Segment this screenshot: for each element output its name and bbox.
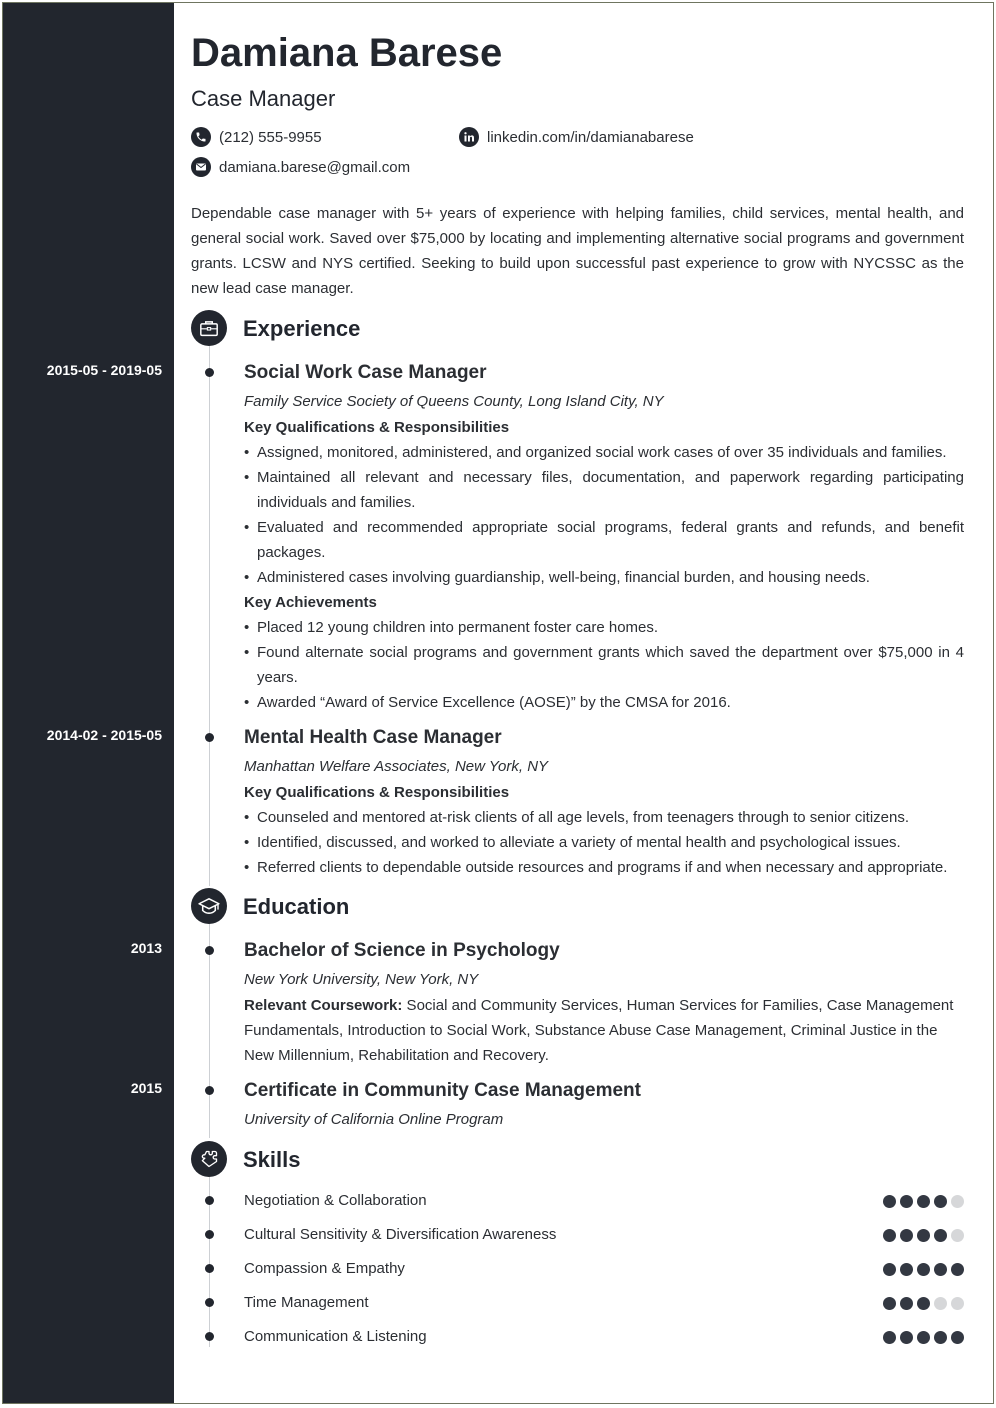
skill-1-name: Negotiation & Collaboration — [244, 1192, 427, 1209]
email-icon — [191, 157, 211, 177]
rating-dot-filled — [883, 1297, 896, 1310]
education-1-school: New York University, New York, NY — [244, 971, 479, 988]
list-item: • Found alternate social programs and government grants which saved the department over $75,000 in 4 years. — [244, 640, 964, 690]
rating-dot-filled — [917, 1195, 930, 1208]
job-1-dates: 2015-05 - 2019-05 — [46, 362, 162, 378]
rating-dot-filled — [951, 1263, 964, 1276]
skill-1-rating — [883, 1195, 964, 1208]
job-1-ach-label: Key Achievements — [244, 594, 377, 611]
resume-page — [2, 2, 994, 1404]
experience-heading: Experience — [243, 316, 361, 341]
rating-dot-empty — [934, 1297, 947, 1310]
list-item: • Maintained all relevant and necessary files, documentation, and paperwork regarding participating individuals and families. — [244, 465, 964, 515]
rating-dot-filled — [900, 1229, 913, 1242]
list-item: • Administered cases involving guardianship, well-being, financial burden, and housing needs. — [244, 565, 964, 590]
list-item: • Counseled and mentored at-risk clients of all age levels, from teenagers through to senior citizens. — [244, 805, 964, 830]
list-item: • Assigned, monitored, administered, and organized social work cases of over 35 individuals and families. — [244, 440, 964, 465]
list-item: • Referred clients to dependable outside resources and programs if and when necessary and appropriate. — [244, 855, 964, 880]
education-1-year: 2013 — [130, 940, 162, 956]
rating-dot-filled — [934, 1195, 947, 1208]
phone-text: (212) 555-9955 — [219, 128, 322, 146]
rating-dot-empty — [951, 1229, 964, 1242]
rating-dot-filled — [917, 1331, 930, 1344]
education-1-degree: Bachelor of Science in Psychology — [244, 940, 560, 961]
job-1-achievements — [244, 615, 964, 715]
job-2-qual-label: Key Qualifications & Responsibilities — [244, 784, 510, 801]
email-link[interactable]: damiana.barese@gmail.com — [219, 158, 411, 176]
linkedin-link[interactable]: linkedin.com/in/damianabarese — [487, 128, 694, 146]
rating-dot-filled — [883, 1331, 896, 1344]
experience-timeline — [209, 346, 210, 886]
rating-dot-filled — [917, 1297, 930, 1310]
job-2-qualifications — [244, 805, 964, 880]
job-2-details — [244, 780, 964, 880]
skill-2-dot — [205, 1230, 214, 1239]
skill-5-dot — [205, 1332, 214, 1341]
list-item: • Placed 12 young children into permanent foster care homes. — [244, 615, 964, 640]
skill-2-name: Cultural Sensitivity & Diversification Awareness — [244, 1226, 557, 1243]
skill-5-name: Communication & Listening — [244, 1328, 427, 1345]
skill-4-rating — [883, 1297, 964, 1310]
education-2-school: University of California Online Program — [244, 1111, 504, 1128]
list-item: • Awarded “Award of Service Excellence (AOSE)” by the CMSA for 2016. — [244, 690, 964, 715]
briefcase-icon — [191, 310, 227, 346]
candidate-name: Damiana Barese — [191, 31, 503, 75]
education-2-dot — [205, 1086, 214, 1095]
job-2-dates: 2014-02 - 2015-05 — [46, 727, 162, 743]
rating-dot-filled — [917, 1263, 930, 1276]
job-1-qual-label: Key Qualifications & Responsibilities — [244, 419, 510, 436]
rating-dot-filled — [900, 1195, 913, 1208]
rating-dot-filled — [934, 1229, 947, 1242]
graduation-cap-icon — [191, 888, 227, 924]
rating-dot-empty — [951, 1195, 964, 1208]
rating-dot-filled — [900, 1263, 913, 1276]
puzzle-icon — [191, 1141, 227, 1177]
skill-5-rating — [883, 1331, 964, 1344]
rating-dot-empty — [951, 1297, 964, 1310]
rating-dot-filled — [883, 1263, 896, 1276]
job-2-dot — [205, 733, 214, 742]
education-2-degree: Certificate in Community Case Management — [244, 1080, 641, 1101]
job-1-qualifications — [244, 440, 964, 590]
rating-dot-filled — [951, 1331, 964, 1344]
rating-dot-filled — [900, 1331, 913, 1344]
skills-heading: Skills — [243, 1147, 301, 1172]
rating-dot-filled — [883, 1195, 896, 1208]
coursework-text: Social and Community Services, Human Services for Families, Case Management Fundamentals, Introduction to Social Work, Substance Abuse Case Management, Criminal Justice in the New Millennium, Rehabilitation and Recovery. — [244, 997, 954, 1064]
job-1-dot — [205, 368, 214, 377]
job-1-company: Family Service Society of Queens County, Long Island City, NY — [244, 393, 664, 410]
linkedin-contact[interactable] — [459, 127, 694, 147]
education-1-coursework — [244, 993, 964, 1068]
list-item: • Evaluated and recommended appropriate social programs, federal grants and refunds, and benefit packages. — [244, 515, 964, 565]
skill-3-name: Compassion & Empathy — [244, 1260, 405, 1277]
skill-3-rating — [883, 1263, 964, 1276]
phone-icon — [191, 127, 211, 147]
job-1-details — [244, 415, 964, 715]
sidebar — [3, 3, 174, 1403]
skill-2-rating — [883, 1229, 964, 1242]
job-1-title: Social Work Case Manager — [244, 362, 487, 383]
education-heading: Education — [243, 894, 350, 919]
candidate-title: Case Manager — [191, 86, 336, 111]
skill-1-dot — [205, 1196, 214, 1205]
list-item: • Identified, discussed, and worked to alleviate a variety of mental health and psychological issues. — [244, 830, 964, 855]
job-2-company: Manhattan Welfare Associates, New York, NY — [244, 758, 549, 775]
education-timeline — [209, 924, 210, 1138]
email-contact[interactable] — [191, 157, 410, 177]
job-2-title: Mental Health Case Manager — [244, 727, 502, 748]
rating-dot-filled — [883, 1229, 896, 1242]
education-2-year: 2015 — [130, 1080, 162, 1096]
phone-contact — [191, 127, 322, 147]
skill-3-dot — [205, 1264, 214, 1273]
rating-dot-filled — [917, 1229, 930, 1242]
profile-summary: Dependable case manager with 5+ years of experience with helping families, child services, mental health, and general social work. Saved over $75,000 by locating and implementing alternative social programs and government grants. LCSW and NYS certified. Seeking to build upon successful past experience to grow with NYCSSC as the new lead case manager. — [191, 205, 964, 297]
education-1-dot — [205, 946, 214, 955]
coursework-label: Relevant Coursework: — [244, 997, 403, 1014]
rating-dot-filled — [900, 1297, 913, 1310]
skill-4-name: Time Management — [244, 1294, 369, 1311]
skill-4-dot — [205, 1298, 214, 1307]
rating-dot-filled — [934, 1263, 947, 1276]
linkedin-icon — [459, 127, 479, 147]
rating-dot-filled — [934, 1331, 947, 1344]
